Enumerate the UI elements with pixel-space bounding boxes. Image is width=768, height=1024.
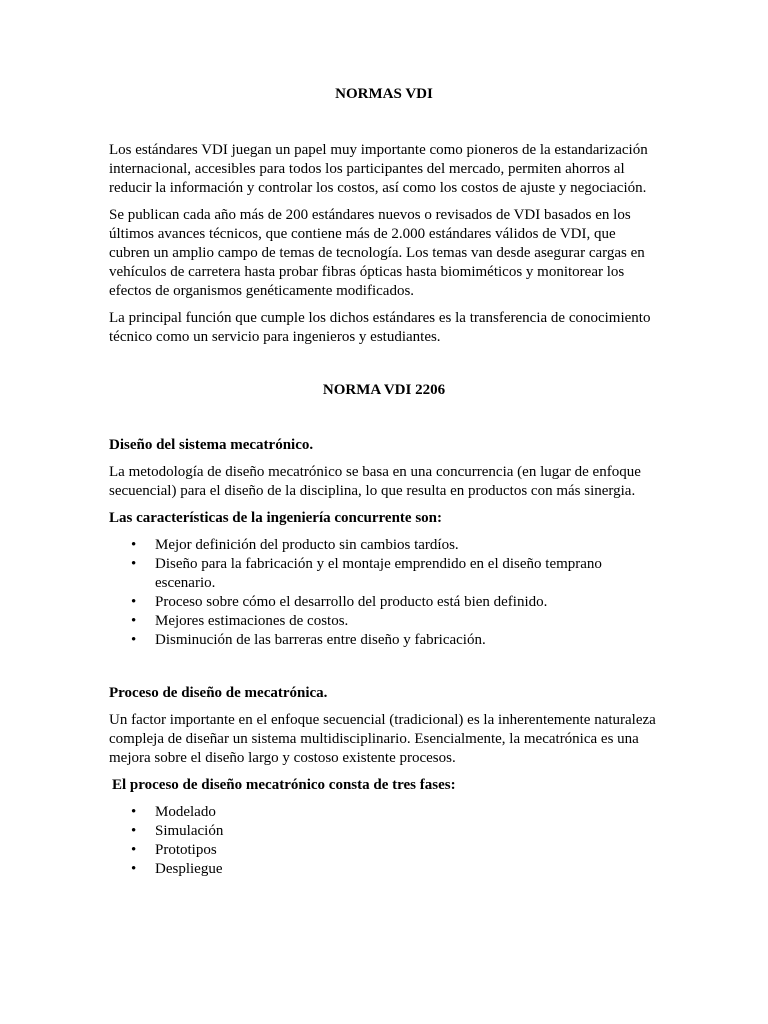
bullet-icon: • — [131, 594, 137, 610]
section2-subheading: El proceso de diseño mecatrónico consta de tres fases: — [112, 777, 456, 793]
bullet-icon: • — [131, 556, 137, 572]
document-content — [109, 85, 659, 879]
section1-heading: Diseño del sistema mecatrónico. — [109, 437, 314, 453]
section1-paragraph: La metodología de diseño mecatrónico se basa en una concurrencia (en lugar de enfoque secuencial) para el diseño de la disciplina, lo que resulta en productos con más sinergia. — [109, 464, 641, 499]
bullet-icon: • — [131, 823, 137, 839]
concurrent-engineering-list — [109, 536, 659, 650]
section2-paragraph: Un factor importante en el enfoque secuencial (tradicional) es la inherentemente naturaleza compleja de diseñar un sistema multidisciplinario. Esencialmente, la mecatrónica es una mejora sobre el diseño largo y costoso existente procesos. — [109, 712, 656, 766]
list-item: • Prototipos — [131, 842, 217, 858]
design-phases-list — [109, 803, 659, 879]
bullet-icon: • — [131, 613, 137, 629]
list-item: • Proceso sobre cómo el desarrollo del producto está bien definido. — [131, 594, 548, 610]
list-item: • Simulación — [131, 823, 224, 839]
bullet-icon: • — [131, 861, 137, 877]
bullet-icon: • — [131, 632, 137, 648]
intro-paragraph-2: Se publican cada año más de 200 estándares nuevos o revisados de VDI basados en los últimos avances técnicos, que contiene más de 2.000 estándares válidos de VDI, que cubren un amplio campo de temas de tecnología. Los temas van desde asegurar cargas en vehículos de carretera hasta probar fibras ópticas hasta biomiméticos y monitorear los efectos de organismos genéticamente modificados. — [109, 207, 645, 299]
intro-paragraph-1: Los estándares VDI juegan un papel muy importante como pioneros de la estandarización internacional, accesibles para todos los participantes del mercado, permiten ahorros al reducir la información y controlar los costos, así como los costos de ajuste y negociación. — [109, 142, 648, 196]
bullet-icon: • — [131, 842, 137, 858]
section1-subheading: Las características de la ingeniería concurrente son: — [109, 510, 442, 526]
title-normas-vdi: NORMAS VDI — [335, 86, 433, 102]
bullet-icon: • — [131, 804, 137, 820]
list-item: • Disminución de las barreras entre diseño y fabricación. — [131, 632, 486, 648]
bullet-icon: • — [131, 537, 137, 553]
section2-heading: Proceso de diseño de mecatrónica. — [109, 685, 328, 701]
intro-paragraph-3: La principal función que cumple los dichos estándares es la transferencia de conocimiento técnico como un servicio para ingenieros y estudiantes. — [109, 310, 651, 345]
list-item: • Diseño para la fabricación y el montaje emprendido en el diseño temprano escenario. — [131, 556, 602, 591]
list-item: • Modelado — [131, 804, 216, 820]
list-item: • Mejor definición del producto sin cambios tardíos. — [131, 537, 459, 553]
title-norma-vdi-2206: NORMA VDI 2206 — [322, 382, 446, 398]
list-item: • Mejores estimaciones de costos. — [131, 613, 349, 629]
list-item: • Despliegue — [131, 861, 223, 877]
